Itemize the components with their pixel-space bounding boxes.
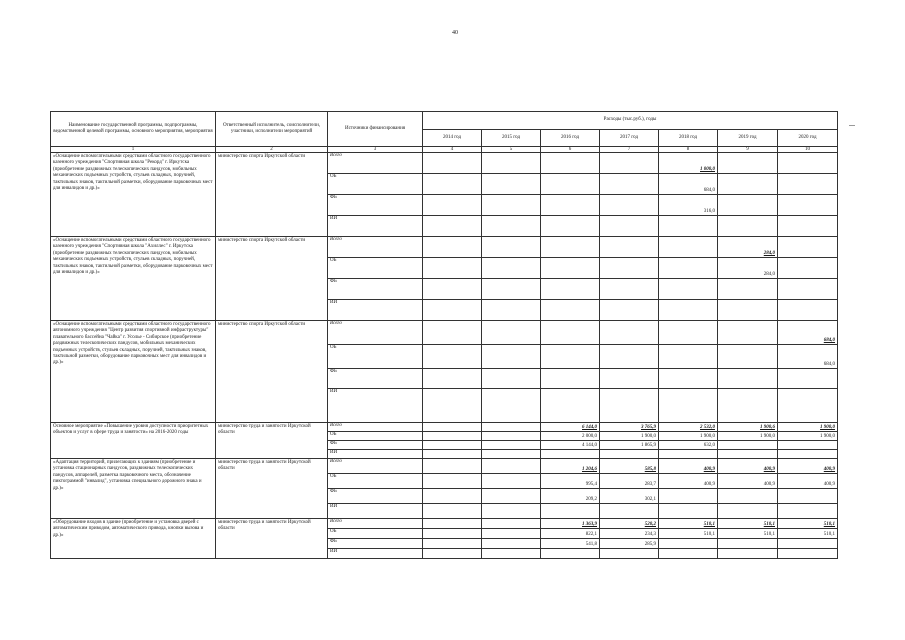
measure-name: Основное мероприятие «Повышение уровня доступности приоритетных объектов и услуг в сфере труда и занятости» на 2016-2020 годы xyxy=(51,423,216,459)
expense-value xyxy=(718,195,778,216)
expense-value xyxy=(778,369,838,389)
column-index: 2 xyxy=(216,147,328,153)
expense-value xyxy=(778,504,838,519)
table-row xyxy=(51,459,838,474)
expense-value xyxy=(659,389,718,423)
column-index: 5 xyxy=(482,147,541,153)
funding-source: ФБ xyxy=(328,539,423,549)
measure-name: «Оснащение вспомогательными средствами областного государственного автономного учреждения "Центр развития спортивной инфраструктуры" плавательного бассейна "Чайка" г. Усолье - Сибирское (приобретение раздвижных телескопических пандусов, мобильных механических подъемных устройств, стульев складных, поручней, тактильных знаков, тактильной разметки, оборудование парковочных мест для инвалидов и др.)» xyxy=(51,321,216,423)
expense-value xyxy=(423,321,482,345)
expense-value: 400,9 xyxy=(659,459,718,474)
expense-value xyxy=(482,279,541,300)
expense-value xyxy=(541,300,600,321)
header-source: Источники финансирования xyxy=(328,112,423,147)
header-year: 2015 год xyxy=(482,130,541,147)
table-row xyxy=(51,237,838,258)
responsible-executor: министерство труда и занятости Иркутской области xyxy=(216,519,328,559)
expense-value xyxy=(778,258,838,279)
expense-value xyxy=(600,504,659,519)
expense-value xyxy=(541,450,600,459)
expense-value xyxy=(423,389,482,423)
column-index: 1 xyxy=(51,147,216,153)
scan-mark xyxy=(849,125,855,126)
expense-value xyxy=(778,153,838,174)
funding-source: ОБ xyxy=(328,174,423,195)
expense-value: 2 000,0 xyxy=(541,432,600,441)
funding-source: ФБ xyxy=(328,489,423,504)
expense-value xyxy=(659,258,718,279)
expense-value xyxy=(423,216,482,237)
expense-value xyxy=(423,300,482,321)
funding-source: ФБ xyxy=(328,369,423,389)
expense-value xyxy=(482,549,541,559)
expense-value: 400,9 xyxy=(778,474,838,489)
expense-value xyxy=(659,489,718,504)
expense-value xyxy=(600,321,659,345)
expense-value xyxy=(659,321,718,345)
expense-value xyxy=(423,539,482,549)
expense-value xyxy=(718,300,778,321)
funding-source: ИИ xyxy=(328,450,423,459)
expense-value xyxy=(718,174,778,195)
expense-value xyxy=(482,441,541,450)
expense-value xyxy=(718,539,778,549)
table-row xyxy=(51,519,838,529)
header-year: 2014 год xyxy=(423,130,482,147)
expense-value: 3 765,9 xyxy=(600,423,659,432)
expense-value xyxy=(659,549,718,559)
expense-value: 1 204,6 xyxy=(541,459,600,474)
column-index: 4 xyxy=(423,147,482,153)
expense-value xyxy=(423,441,482,450)
expense-value: 1 900,0 xyxy=(659,432,718,441)
expense-value xyxy=(718,216,778,237)
expense-value xyxy=(659,279,718,300)
header-year: 2017 год xyxy=(600,130,659,147)
expense-value xyxy=(482,153,541,174)
expense-value xyxy=(482,174,541,195)
expense-value xyxy=(482,237,541,258)
expense-value: 6 144,0 xyxy=(541,423,600,432)
expense-value: 234,3 xyxy=(600,529,659,539)
expense-value xyxy=(423,450,482,459)
expense-value xyxy=(718,153,778,174)
expense-value xyxy=(541,237,600,258)
expense-value: 283,7 xyxy=(600,474,659,489)
expense-value xyxy=(600,174,659,195)
expense-value xyxy=(541,258,600,279)
column-index: 3 xyxy=(328,147,423,153)
expense-value xyxy=(659,450,718,459)
funding-source: Всего xyxy=(328,321,423,345)
expense-value: 510,1 xyxy=(778,529,838,539)
funding-source: Всего xyxy=(328,459,423,474)
header-year: 2020 год xyxy=(778,130,838,147)
expense-value xyxy=(718,489,778,504)
expense-value: 1 900,6 xyxy=(718,423,778,432)
expense-value: 684,0 xyxy=(778,345,838,369)
column-index: 9 xyxy=(718,147,778,153)
expense-value xyxy=(778,489,838,504)
expense-value xyxy=(423,345,482,369)
funding-source: Всего xyxy=(328,237,423,258)
expense-value xyxy=(718,369,778,389)
expense-value xyxy=(423,504,482,519)
funding-source: ФБ xyxy=(328,441,423,450)
header-expenses: Расходы (тыс.руб.), годы xyxy=(423,112,838,130)
expense-value xyxy=(778,389,838,423)
expense-value: 1 900,0 xyxy=(718,432,778,441)
header-name: Наименование государственной программы, подпрограммы, ведомственной целевой программы, основного мероприятия, мероприятия xyxy=(51,112,216,147)
expense-value xyxy=(482,489,541,504)
funding-source: ИИ xyxy=(328,549,423,559)
expense-value xyxy=(423,423,482,432)
expense-value xyxy=(423,153,482,174)
expense-value xyxy=(778,549,838,559)
expense-value xyxy=(600,369,659,389)
expense-value xyxy=(659,369,718,389)
expense-value: 510,1 xyxy=(659,519,718,529)
funding-source: Всего xyxy=(328,153,423,174)
expense-value xyxy=(541,174,600,195)
funding-source: ОБ xyxy=(328,432,423,441)
expense-value: 510,1 xyxy=(778,519,838,529)
expense-value xyxy=(778,174,838,195)
expense-value xyxy=(600,195,659,216)
responsible-executor: министерство труда и занятости Иркутской области xyxy=(216,423,328,459)
expense-value xyxy=(659,237,718,258)
header-responsible: Ответственный исполнитель, соисполнители, участники, исполнители мероприятий xyxy=(216,112,328,147)
expense-value xyxy=(718,549,778,559)
expense-value xyxy=(541,504,600,519)
expense-value: 284,0 xyxy=(718,258,778,279)
expense-value xyxy=(482,345,541,369)
funding-source: ОБ xyxy=(328,345,423,369)
expense-value: 995,4 xyxy=(541,474,600,489)
expense-value xyxy=(718,450,778,459)
expense-value: 632,0 xyxy=(659,441,718,450)
funding-source: Всего xyxy=(328,519,423,529)
funding-source: ИИ xyxy=(328,389,423,423)
expense-value xyxy=(423,489,482,504)
expense-value xyxy=(423,237,482,258)
expense-value: 510,1 xyxy=(659,529,718,539)
expense-value: 520,2 xyxy=(600,519,659,529)
measure-name: «Оснащение вспомогательными средствами областного государственного казенного учреждения "Спортивная школа "Рекорд" г. Иркутска (приобретение раздвижных телескопических пандусов, мобильных механических подъемных устройств, стульев складных, поручней, тактильных знаков, тактильной разметки, оборудование парковочных мест для инвалидов и др.)» xyxy=(51,153,216,237)
expense-value: 316,0 xyxy=(659,195,718,216)
expense-value: 1 900,0 xyxy=(778,432,838,441)
expense-value xyxy=(482,432,541,441)
expense-value xyxy=(423,529,482,539)
expense-value xyxy=(600,279,659,300)
expense-value: 400,9 xyxy=(778,459,838,474)
expense-value: 510,1 xyxy=(718,529,778,539)
expense-value: 585,8 xyxy=(600,459,659,474)
expense-value xyxy=(423,174,482,195)
expense-value xyxy=(423,432,482,441)
funding-source: ИИ xyxy=(328,216,423,237)
column-index: 7 xyxy=(600,147,659,153)
expense-value xyxy=(600,389,659,423)
header-year: 2019 год xyxy=(718,130,778,147)
expense-value: 209,2 xyxy=(541,489,600,504)
expense-value xyxy=(600,300,659,321)
expense-value: 1 000,0 xyxy=(659,153,718,174)
measure-name: «Оснащение вспомогательными средствами областного государственного казенного учреждения "Спортивная школа "Ахиллес" г. Иркутска (приобретение раздвижных телескопических пандусов, мобильных механических подъемных устройств, стульев складных, поручней, тактильных знаков, тактильной разметки, оборудование парковочных мест для инвалидов и др.)» xyxy=(51,237,216,321)
column-index: 8 xyxy=(659,147,718,153)
expense-value xyxy=(778,216,838,237)
expense-value xyxy=(541,195,600,216)
expense-value: 4 144,0 xyxy=(541,441,600,450)
expense-value: 1 865,9 xyxy=(600,441,659,450)
budget-table xyxy=(50,111,838,559)
expense-value: 400,9 xyxy=(718,474,778,489)
expense-value xyxy=(482,539,541,549)
expense-value xyxy=(482,459,541,474)
expense-value xyxy=(541,321,600,345)
expense-value: 2 532,0 xyxy=(659,423,718,432)
expense-value: 284,0 xyxy=(718,237,778,258)
expense-value xyxy=(541,345,600,369)
expense-value: 400,9 xyxy=(718,459,778,474)
funding-source: Всего xyxy=(328,423,423,432)
expense-value xyxy=(659,539,718,549)
expense-value xyxy=(659,216,718,237)
funding-source: ИИ xyxy=(328,504,423,519)
expense-value xyxy=(778,539,838,549)
expense-value xyxy=(718,441,778,450)
expense-value xyxy=(659,300,718,321)
funding-source: ФБ xyxy=(328,279,423,300)
expense-value xyxy=(600,450,659,459)
responsible-executor: министерство спорта Иркутской области xyxy=(216,237,328,321)
responsible-executor: министерство спорта Иркутской области xyxy=(216,153,328,237)
expense-value xyxy=(423,195,482,216)
funding-source: ОБ xyxy=(328,529,423,539)
expense-value: 400,9 xyxy=(659,474,718,489)
expense-value xyxy=(482,216,541,237)
expense-value xyxy=(718,279,778,300)
expense-value xyxy=(482,389,541,423)
expense-value xyxy=(541,216,600,237)
table-row xyxy=(51,423,838,432)
expense-value xyxy=(423,279,482,300)
page-number: 40 xyxy=(452,30,458,36)
funding-source: ОБ xyxy=(328,474,423,489)
expense-value xyxy=(718,321,778,345)
measure-name: «Оборудование входов в здание (приобретение и установка дверей с автоматическим приводом, автоматического привода, кнопки вызова и др.)» xyxy=(51,519,216,559)
funding-source: ФБ xyxy=(328,195,423,216)
expense-value xyxy=(541,549,600,559)
expense-value xyxy=(600,549,659,559)
expense-value xyxy=(600,216,659,237)
expense-value xyxy=(423,459,482,474)
expense-value xyxy=(423,549,482,559)
expense-value xyxy=(423,369,482,389)
expense-value xyxy=(600,258,659,279)
expense-value: 302,1 xyxy=(600,489,659,504)
expense-value: 822,1 xyxy=(541,529,600,539)
expense-value: 1 900,0 xyxy=(600,432,659,441)
funding-source: ОБ xyxy=(328,258,423,279)
expense-value xyxy=(541,153,600,174)
header-year: 2018 год xyxy=(659,130,718,147)
expense-value xyxy=(482,258,541,279)
header-year: 2016 год xyxy=(541,130,600,147)
table-row xyxy=(51,153,838,174)
table-row xyxy=(51,321,838,345)
expense-value xyxy=(600,237,659,258)
expense-value xyxy=(718,345,778,369)
expense-value xyxy=(718,504,778,519)
expense-value xyxy=(482,195,541,216)
expense-value xyxy=(423,258,482,279)
expense-value xyxy=(778,441,838,450)
expense-value xyxy=(482,450,541,459)
expense-value xyxy=(482,529,541,539)
measure-name: «Адаптация территорий, прилегающих к зданиям (приобретение и установка стационарных пандусов, раздвижных телескопических пандусов, аппарелей, разметка парковочного места, обозначение пиктограммой "инвалид", установка специального дорожного знака и др.)» xyxy=(51,459,216,519)
expense-value xyxy=(423,474,482,489)
expense-value xyxy=(541,369,600,389)
expense-value: 1 900,0 xyxy=(778,423,838,432)
expense-value xyxy=(482,300,541,321)
expense-value xyxy=(482,504,541,519)
expense-value xyxy=(482,423,541,432)
expense-value: 684,0 xyxy=(659,174,718,195)
expense-value: 684,0 xyxy=(778,321,838,345)
expense-value xyxy=(482,369,541,389)
column-index: 10 xyxy=(778,147,838,153)
expense-value xyxy=(659,504,718,519)
expense-value xyxy=(659,345,718,369)
expense-value xyxy=(778,300,838,321)
expense-value: 510,1 xyxy=(718,519,778,529)
responsible-executor: министерство спорта Иркутской области xyxy=(216,321,328,423)
expense-value xyxy=(778,195,838,216)
expense-value xyxy=(482,474,541,489)
column-index: 6 xyxy=(541,147,600,153)
funding-source: ИИ xyxy=(328,300,423,321)
expense-value xyxy=(541,279,600,300)
expense-value xyxy=(600,345,659,369)
expense-value xyxy=(778,450,838,459)
expense-value xyxy=(482,321,541,345)
expense-value: 1 363,9 xyxy=(541,519,600,529)
expense-value xyxy=(778,237,838,258)
expense-value xyxy=(423,519,482,529)
expense-value xyxy=(600,153,659,174)
table-body xyxy=(51,153,838,559)
responsible-executor: министерство труда и занятости Иркутской области xyxy=(216,459,328,519)
expense-value xyxy=(482,519,541,529)
expense-value: 541,8 xyxy=(541,539,600,549)
expense-value xyxy=(718,389,778,423)
expense-value xyxy=(541,389,600,423)
expense-value: 285,9 xyxy=(600,539,659,549)
expense-value xyxy=(778,279,838,300)
